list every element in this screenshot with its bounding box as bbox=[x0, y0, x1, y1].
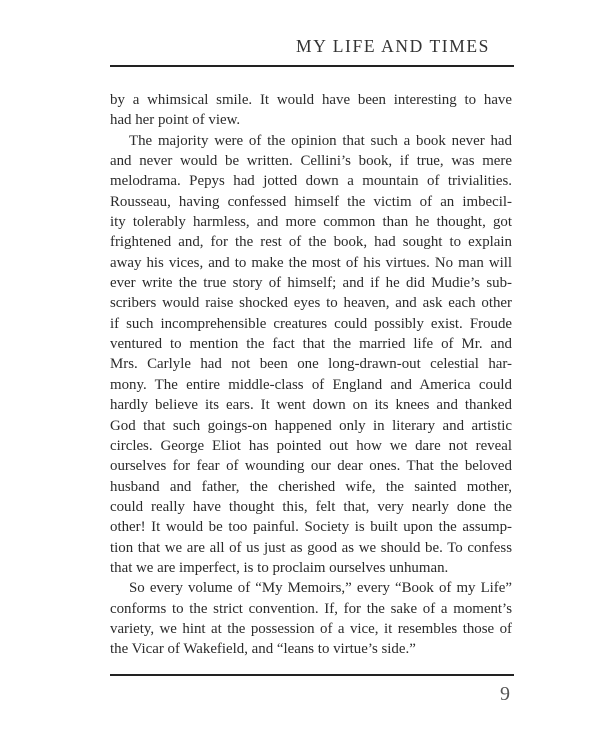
text-line: ever write the true story of himself; and if he did Mudie’s sub- bbox=[110, 275, 512, 292]
text-line: The majority were of the opinion that such a book never had bbox=[129, 132, 512, 149]
text-line: melodrama. Pepys had jotted down a mountain of trivialities. bbox=[110, 173, 512, 190]
text-line: ity tolerably harmless, and more common than he thought, got bbox=[110, 214, 512, 231]
text-line: by a whimsical smile. It would have been interesting to have bbox=[110, 92, 512, 108]
text-line: ventured to mention the fact that the married life of Mr. and bbox=[110, 336, 512, 353]
body-text bbox=[110, 90, 512, 660]
page-number: 9 bbox=[500, 683, 510, 705]
text-line: hardly believe its ears. It went down on its knees and thanked bbox=[110, 397, 512, 414]
text-line: away his vices, and to make the most of his virtues. No man will bbox=[110, 254, 512, 271]
text-line: circles. George Eliot has pointed out how we dare not reveal bbox=[110, 437, 512, 454]
text-line: variety, we hint at the possession of a vice, it resembles those of bbox=[110, 620, 512, 637]
text-line: tion that we are all of us just as good as we should be. To confess bbox=[110, 539, 512, 556]
text-line: frightened and, for the rest of the book, had sought to explain bbox=[110, 234, 512, 251]
text-line: conforms to the strict convention. If, for the sake of a moment’s bbox=[110, 600, 512, 617]
footer-rule bbox=[110, 674, 514, 676]
text-line: So every volume of “My Memoirs,” every “Book of my Life” bbox=[129, 580, 512, 597]
text-line: scribers would raise shocked eyes to heaven, and ask each other bbox=[110, 295, 512, 312]
text-line: ourselves for fear of wounding our dear ones. That the beloved bbox=[110, 458, 512, 475]
running-header: MY LIFE AND TIMES bbox=[296, 36, 490, 56]
text-line: the Vicar of Wakefield, and “leans to virtue’s side.” bbox=[110, 641, 416, 658]
text-line: God that such goings-on happened only in literary and artistic bbox=[110, 417, 512, 434]
text-line: and never would be written. Cellini’s book, if true, was mere bbox=[110, 153, 512, 170]
text-line: mony. The entire middle-class of England and America could bbox=[110, 376, 512, 393]
text-line: Rousseau, having confessed himself the victim of an imbecil- bbox=[110, 193, 512, 210]
text-line: could really have thought this, felt that, very nearly done the bbox=[110, 498, 512, 515]
text-line: that we are imperfect, is to proclaim ourselves unhuman. bbox=[110, 559, 449, 576]
header-rule bbox=[110, 65, 514, 67]
text-line: Mrs. Carlyle had not been one long-drawn-out celestial har- bbox=[110, 356, 512, 373]
text-line: had her point of view. bbox=[110, 112, 241, 129]
text-line: other! It would be too painful. Society is built upon the assump- bbox=[110, 519, 512, 536]
text-line: husband and father, the cherished wife, the sainted mother, bbox=[110, 478, 512, 495]
text-line: if such incomprehensible creatures could possibly exist. Froude bbox=[110, 315, 512, 332]
